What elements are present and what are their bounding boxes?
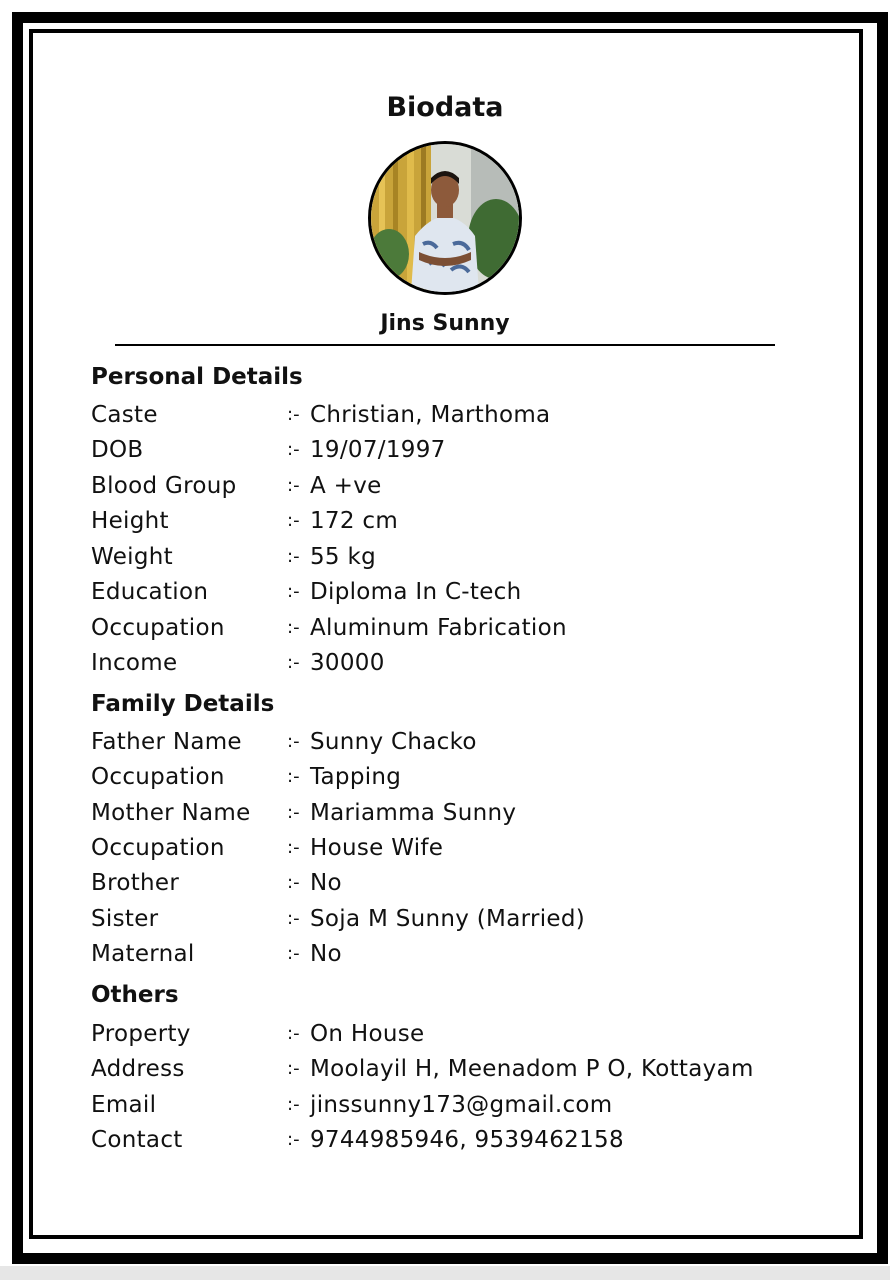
detail-value: No — [310, 870, 342, 896]
separator: :- — [287, 439, 300, 460]
separator: :- — [287, 837, 300, 858]
detail-row — [91, 1124, 791, 1156]
detail-value: No — [310, 941, 342, 967]
detail-label: Education — [91, 579, 209, 605]
detail-label: Address — [91, 1056, 185, 1082]
detail-label: Blood Group — [91, 473, 237, 499]
detail-label: Occupation — [91, 764, 225, 790]
detail-row — [91, 434, 791, 466]
detail-value: A +ve — [310, 473, 382, 499]
separator: :- — [287, 1129, 300, 1150]
profile-photo — [368, 141, 522, 295]
detail-row — [91, 399, 791, 431]
separator: :- — [287, 766, 300, 787]
separator: :- — [287, 617, 300, 638]
detail-label: Contact — [91, 1127, 183, 1153]
separator: :- — [287, 943, 300, 964]
detail-row — [91, 612, 791, 644]
detail-row — [91, 1018, 791, 1050]
detail-row — [91, 647, 791, 679]
email-value[interactable]: jinssunny173@gmail.com — [310, 1092, 613, 1118]
detail-value: Mariamma Sunny — [310, 800, 517, 826]
page-title: Biodata — [386, 92, 504, 123]
detail-label: DOB — [91, 437, 144, 463]
separator: :- — [287, 731, 300, 752]
detail-value: Sunny Chacko — [310, 729, 477, 755]
detail-value: Aluminum Fabrication — [310, 615, 567, 641]
detail-value: 19/07/1997 — [310, 437, 446, 463]
separator: :- — [287, 652, 300, 673]
contact-value: 9744985946, 9539462158 — [310, 1127, 624, 1153]
detail-label: Occupation — [91, 615, 225, 641]
detail-label: Brother — [91, 870, 180, 896]
detail-label: Income — [91, 650, 178, 676]
detail-label: Father Name — [91, 729, 242, 755]
detail-label: Height — [91, 508, 169, 534]
detail-row — [91, 1053, 791, 1085]
separator: :- — [287, 546, 300, 567]
separator: :- — [287, 802, 300, 823]
detail-row — [91, 761, 791, 793]
detail-row — [91, 832, 791, 864]
detail-value: House Wife — [310, 835, 444, 861]
detail-label: Caste — [91, 402, 158, 428]
detail-value: Diploma In C-tech — [310, 579, 522, 605]
detail-label: Mother Name — [91, 800, 251, 826]
separator: :- — [287, 475, 300, 496]
separator: :- — [287, 908, 300, 929]
detail-value: 30000 — [310, 650, 385, 676]
separator: :- — [287, 581, 300, 602]
name-underline — [115, 344, 775, 346]
separator: :- — [287, 1094, 300, 1115]
separator: :- — [287, 1023, 300, 1044]
separator: :- — [287, 1058, 300, 1079]
detail-row — [91, 1089, 791, 1121]
detail-label: Property — [91, 1021, 191, 1047]
detail-row — [91, 938, 791, 970]
detail-value: 172 cm — [310, 508, 399, 534]
profile-photo-illustration — [371, 144, 519, 292]
section-heading-others: Others — [91, 982, 179, 1008]
separator: :- — [287, 872, 300, 893]
detail-row — [91, 576, 791, 608]
person-name: Jins Sunny — [380, 311, 510, 336]
detail-value: Soja M Sunny (Married) — [310, 906, 586, 932]
detail-row — [91, 726, 791, 758]
detail-label: Maternal — [91, 941, 195, 967]
detail-value: Moolayil H, Meenadom P O, Kottayam — [310, 1056, 754, 1082]
separator: :- — [287, 404, 300, 425]
detail-row — [91, 470, 791, 502]
detail-row — [91, 505, 791, 537]
detail-value: Tapping — [310, 764, 402, 790]
section-heading-personal: Personal Details — [91, 364, 303, 390]
detail-label: Email — [91, 1092, 157, 1118]
detail-value: Christian, Marthoma — [310, 402, 551, 428]
detail-value: On House — [310, 1021, 425, 1047]
detail-row — [91, 903, 791, 935]
detail-row — [91, 797, 791, 829]
detail-value: 55 kg — [310, 544, 376, 570]
detail-label: Occupation — [91, 835, 225, 861]
section-heading-family: Family Details — [91, 691, 275, 717]
detail-row — [91, 867, 791, 899]
separator: :- — [287, 510, 300, 531]
detail-label: Sister — [91, 906, 159, 932]
detail-label: Weight — [91, 544, 173, 570]
detail-row — [91, 541, 791, 573]
